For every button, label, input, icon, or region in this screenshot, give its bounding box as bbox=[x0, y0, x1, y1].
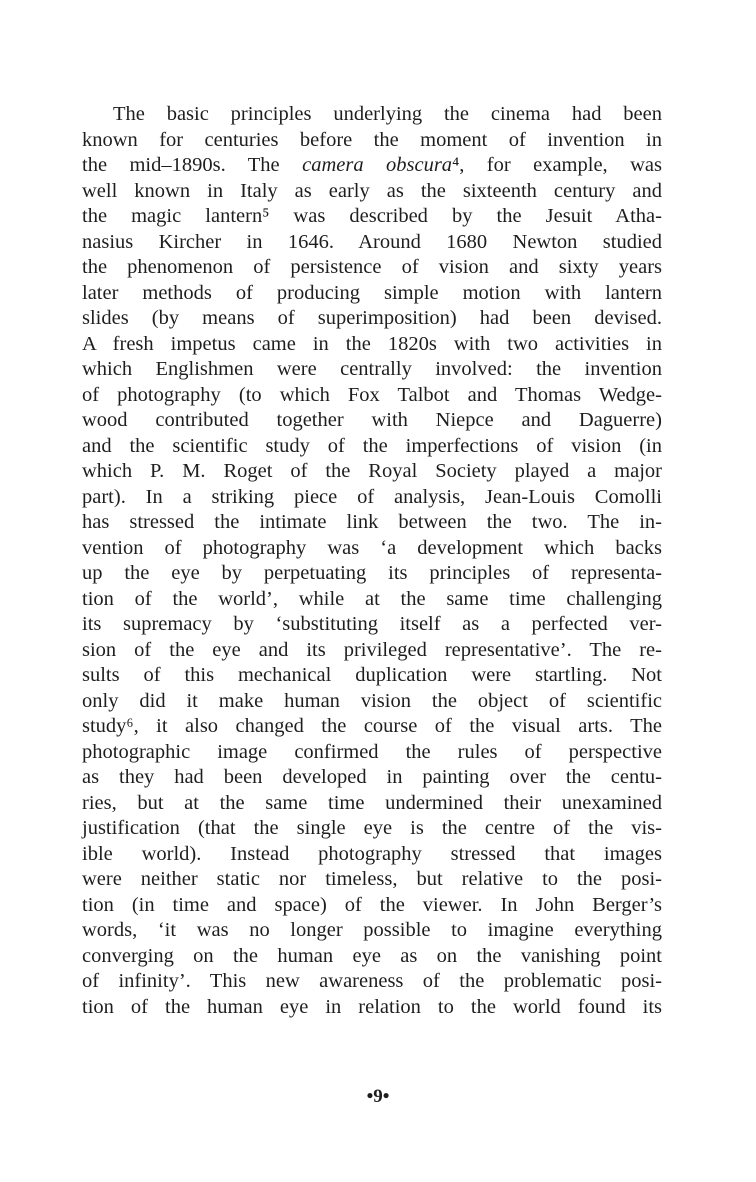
text-line bbox=[82, 153, 662, 179]
text-segment: has stressed the intimate link between the two. The in- bbox=[82, 511, 662, 533]
body-text bbox=[82, 102, 662, 1020]
text-line bbox=[82, 791, 662, 817]
text-segment: nasius Kircher in 1646. Around 1680 Newton studied bbox=[82, 230, 662, 253]
text-line bbox=[82, 740, 662, 766]
text-line bbox=[82, 612, 662, 638]
text-line bbox=[82, 179, 662, 205]
text-segment: tion of the human eye in relation to the world found its bbox=[82, 995, 662, 1018]
text-line bbox=[82, 383, 662, 409]
text-segment: up the eye by perpetuating its principles of representa- bbox=[82, 562, 662, 584]
page-number: •9• bbox=[366, 1086, 390, 1107]
text-line bbox=[82, 842, 662, 868]
text-segment: were neither static nor timeless, but relative to the posi- bbox=[82, 868, 662, 890]
text-line bbox=[82, 102, 662, 128]
italic-text: camera obscura bbox=[302, 154, 453, 176]
text-segment: the magic lantern⁵ was described by the Jesuit Atha- bbox=[82, 205, 662, 227]
text-line bbox=[82, 663, 662, 689]
text-line bbox=[82, 332, 662, 358]
text-segment: sion of the eye and its privileged representative’. The re- bbox=[82, 638, 662, 661]
text-line bbox=[82, 230, 662, 256]
text-segment: photographic image confirmed the rules of perspective bbox=[82, 740, 662, 763]
text-line bbox=[82, 638, 662, 664]
text-segment: and the scientific study of the imperfections of vision (in bbox=[82, 434, 662, 457]
text-line bbox=[82, 357, 662, 383]
text-line bbox=[82, 969, 662, 995]
text-segment: the mid–1890s. The bbox=[82, 154, 303, 176]
text-line bbox=[82, 689, 662, 715]
text-segment: tion (in time and space) of the viewer. In John Berger’s bbox=[82, 893, 662, 916]
text-line bbox=[82, 893, 662, 919]
text-segment: sults of this mechanical duplication were startling. Not bbox=[82, 664, 662, 686]
text-segment: wood contributed together with Niepce and Daguerre) bbox=[82, 409, 662, 431]
text-segment: well known in Italy as early as the sixteenth century and bbox=[82, 179, 662, 202]
text-segment: study⁶, it also changed the course of the visual arts. The bbox=[82, 715, 662, 737]
text-line bbox=[82, 306, 662, 332]
text-segment: ries, but at the same time undermined their unexamined bbox=[82, 791, 662, 814]
text-line bbox=[82, 281, 662, 307]
text-line bbox=[82, 536, 662, 562]
text-segment: slides (by means of superimposition) had been devised. bbox=[82, 307, 662, 329]
text-segment: of infinity’. This new awareness of the problematic posi- bbox=[82, 970, 662, 992]
text-segment: A fresh impetus came in the 1820s with two activities in bbox=[82, 332, 662, 355]
text-segment: as they had been developed in painting over the centu- bbox=[82, 766, 662, 788]
text-line bbox=[82, 255, 662, 281]
text-segment: justification (that the single eye is the centre of the vis- bbox=[82, 817, 662, 839]
text-segment: its supremacy by ‘substituting itself as a perfected ver- bbox=[82, 613, 662, 635]
text-line bbox=[82, 204, 662, 230]
text-segment: later methods of producing simple motion with lantern bbox=[82, 281, 662, 304]
text-line bbox=[82, 944, 662, 970]
text-line bbox=[82, 485, 662, 511]
text-segment: of photography (to which Fox Talbot and Thomas Wedge- bbox=[82, 383, 662, 406]
text-segment: tion of the world’, while at the same time challenging bbox=[82, 587, 662, 610]
text-line bbox=[82, 587, 662, 613]
text-segment: which Englishmen were centrally involved: the invention bbox=[82, 358, 662, 380]
text-line bbox=[82, 867, 662, 893]
text-line bbox=[82, 765, 662, 791]
text-segment: the phenomenon of persistence of vision and sixty years bbox=[82, 256, 662, 278]
text-segment: converging on the human eye as on the vanishing point bbox=[82, 944, 662, 967]
text-segment: ⁴, for example, was bbox=[452, 154, 662, 176]
text-segment: vention of photography was ‘a development which backs bbox=[82, 536, 662, 559]
text-segment: part). In a striking piece of analysis, Jean-Louis Comolli bbox=[82, 485, 662, 508]
text-segment: known for centuries before the moment of invention in bbox=[82, 128, 662, 151]
text-segment: The basic principles underlying the cinema had been bbox=[113, 103, 662, 125]
text-line bbox=[82, 459, 662, 485]
text-segment: only did it make human vision the object of scientific bbox=[82, 689, 662, 712]
text-segment: which P. M. Roget of the Royal Society played a major bbox=[82, 460, 662, 482]
text-line bbox=[82, 408, 662, 434]
text-line bbox=[82, 918, 662, 944]
text-line bbox=[82, 128, 662, 154]
text-line bbox=[82, 561, 662, 587]
text-line bbox=[82, 995, 662, 1021]
text-line bbox=[82, 510, 662, 536]
text-line bbox=[82, 816, 662, 842]
text-segment: words, ‘it was no longer possible to imagine everything bbox=[82, 919, 662, 941]
text-line bbox=[82, 714, 662, 740]
text-segment: ible world). Instead photography stressed that images bbox=[82, 842, 662, 865]
text-line bbox=[82, 434, 662, 460]
